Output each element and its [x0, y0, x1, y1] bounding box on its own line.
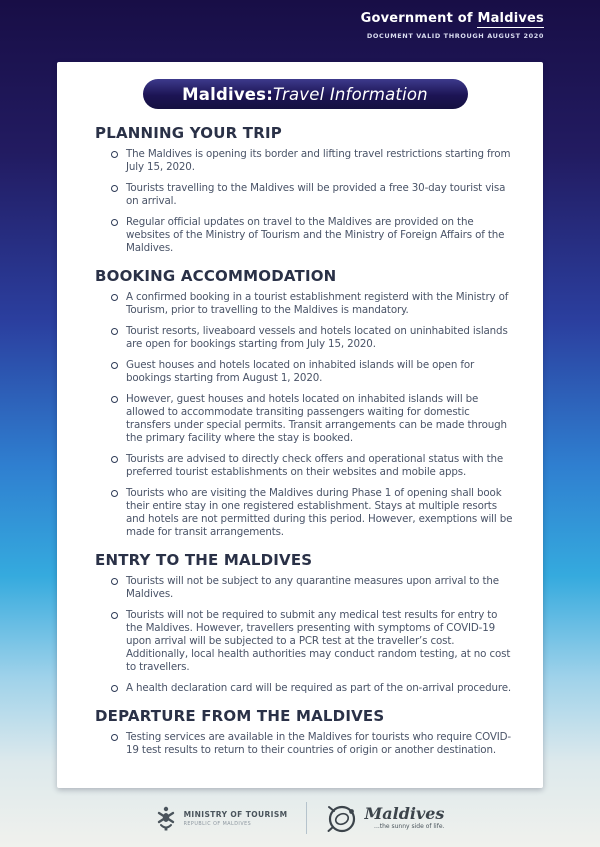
bullet-circle-icon	[111, 219, 118, 226]
bullet-circle-icon	[111, 185, 118, 192]
section	[95, 551, 515, 695]
bullet-text: Testing services are available in the Maldives for tourists who require COVID-19 test results to return to their countries of origin or another destination.	[126, 731, 511, 756]
document-validity-note: DOCUMENT VALID THROUGH AUGUST 2020	[366, 32, 544, 40]
page-title-italic: Travel Information	[273, 84, 428, 104]
sections	[95, 124, 515, 757]
bullet-item	[111, 609, 515, 674]
bullet-list	[95, 731, 515, 757]
bullet-text: Tourist resorts, liveaboard vessels and hotels located on uninhabited islands are open for bookings starting from July 15, 2020.	[126, 325, 508, 350]
section	[95, 124, 515, 255]
bullet-text: Guest houses and hotels located on inhabited islands will be open for bookings starting from August 1, 2020.	[126, 359, 475, 384]
bullet-circle-icon	[111, 151, 118, 158]
maldives-turtle-icon	[325, 801, 359, 835]
bullet-text: A health declaration card will be required as part of the on-arrival procedure.	[126, 682, 512, 694]
bullet-item	[111, 359, 515, 385]
government-header	[361, 11, 544, 40]
bullet-item	[111, 487, 515, 539]
brand-tagline: ...the sunny side of life.	[374, 823, 445, 830]
brand-name: Maldives	[364, 804, 445, 823]
ministry-text	[184, 810, 288, 827]
bullet-list	[95, 291, 515, 539]
bullet-text: Tourists who are visiting the Maldives during Phase 1 of opening shall book their entire stay in one registered establishment. Stays at multiple resorts and hotels are not permitted during this period. However, exemptions will be made for transit arrangements.	[126, 487, 513, 538]
bullet-item	[111, 291, 515, 317]
content-card	[57, 62, 543, 788]
bullet-text: A confirmed booking in a tourist establishment registerd with the Ministry of Tourism, prior to travelling to the Maldives is mandatory.	[126, 291, 509, 316]
bullet-text: However, guest houses and hotels located on inhabited islands will be allowed to accommodate transiting passengers waiting for domestic transfers under special permits. Transit arrangements can be made through the primary facility where the stay is booked.	[126, 393, 507, 444]
ministry-subtitle: REPUBLIC OF MALDIVES	[183, 821, 252, 827]
ministry-emblem-icon	[156, 805, 176, 832]
bullet-item	[111, 148, 515, 174]
page-title-regular: Maldives:	[182, 84, 273, 104]
bullet-circle-icon	[111, 578, 118, 585]
page-title	[143, 79, 468, 109]
bullet-item	[111, 216, 515, 255]
bullet-circle-icon	[111, 396, 118, 403]
ministry-logo	[156, 805, 288, 832]
section-heading: PLANNING YOUR TRIP	[95, 124, 282, 142]
bullet-circle-icon	[111, 456, 118, 463]
bullet-circle-icon	[111, 362, 118, 369]
section-heading: DEPARTURE FROM THE MALDIVES	[95, 707, 385, 725]
bullet-circle-icon	[111, 734, 118, 741]
ministry-name: MINISTRY OF TOURISM	[183, 809, 288, 819]
bullet-item	[111, 682, 515, 695]
bullet-text: Regular official updates on travel to the Maldives are provided on the websites of the Ministry of Tourism and the Ministry of Foreign Affairs of the Maldives.	[126, 216, 505, 254]
bullet-circle-icon	[111, 294, 118, 301]
bullet-circle-icon	[111, 612, 118, 619]
bullet-text: The Maldives is opening its border and lifting travel restrictions starting from July 15, 2020.	[126, 148, 511, 173]
section-heading: ENTRY TO THE MALDIVES	[95, 551, 313, 569]
bullet-item	[111, 325, 515, 351]
bullet-list	[95, 148, 515, 255]
bullet-item	[111, 453, 515, 479]
bullet-text: Tourists are advised to directly check offers and operational status with the preferred tourist establishments on their websites and mobile apps.	[126, 453, 504, 478]
bullet-text: Tourists travelling to the Maldives will be provided a free 30-day tourist visa on arrival.	[126, 182, 506, 207]
section	[95, 267, 515, 539]
bullet-item	[111, 182, 515, 208]
bullet-circle-icon	[111, 685, 118, 692]
footer-divider	[306, 802, 307, 834]
bullet-item	[111, 731, 515, 757]
bullet-list	[95, 575, 515, 695]
brand-text	[365, 806, 445, 830]
government-title	[361, 11, 544, 26]
footer	[0, 801, 600, 835]
section-heading: BOOKING ACCOMMODATION	[95, 267, 337, 285]
bullet-circle-icon	[111, 328, 118, 335]
government-title-maldives: Maldives	[477, 11, 544, 26]
bullet-circle-icon	[111, 490, 118, 497]
bullet-item	[111, 575, 515, 601]
bullet-text: Tourists will not be subject to any quarantine measures upon arrival to the Maldives.	[126, 575, 499, 600]
bullet-item	[111, 393, 515, 445]
government-title-prefix: Government of	[360, 11, 478, 26]
section	[95, 707, 515, 757]
bullet-text: Tourists will not be required to submit any medical test results for entry to the Maldives. However, travellers presenting with symptoms of COVID-19 upon arrival will be subjected to a PCR test at the traveller’s cost. Additionally, local health authorities may conduct random testing, at no cost to travellers.	[126, 609, 511, 673]
maldives-brand-logo	[325, 801, 445, 835]
